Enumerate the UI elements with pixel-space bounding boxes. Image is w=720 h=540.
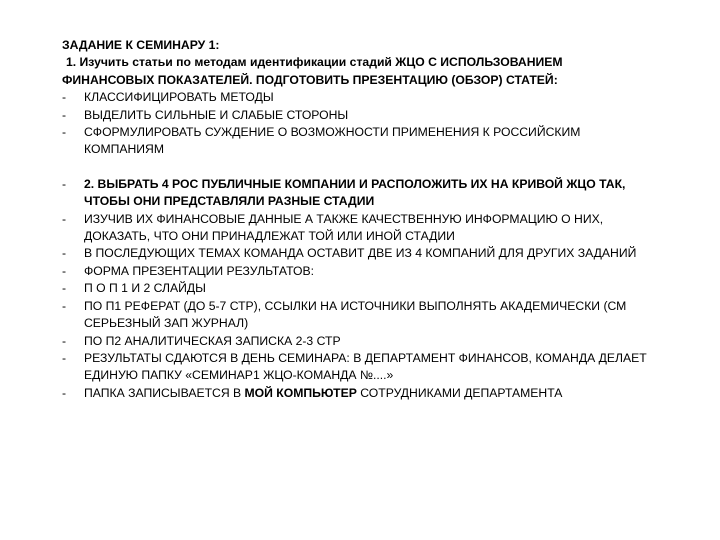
slide-body <box>62 37 662 402</box>
bullet-dash: - <box>62 385 67 400</box>
list-item <box>62 385 662 402</box>
bullet-dash: - <box>62 176 67 191</box>
bullet-dash: - <box>62 350 67 365</box>
list-item <box>62 350 662 385</box>
bullet-dash: - <box>62 107 67 122</box>
list-item-text: ВЫДЕЛИТЬ СИЛЬНЫЕ И СЛАБЫЕ СТОРОНЫ <box>84 107 349 122</box>
spacer <box>62 159 662 176</box>
list-item <box>62 263 662 280</box>
bullet-dash: - <box>62 298 67 313</box>
list-item-text: ПО П2 АНАЛИТИЧЕСКАЯ ЗАПИСКА 2-3 СТР <box>84 333 341 348</box>
list-item-text: П О П 1 И 2 СЛАЙДЫ <box>84 281 206 296</box>
list-item-text: СФОРМУЛИРОВАТЬ СУЖДЕНИЕ О ВОЗМОЖНОСТИ ПРИМЕНЕНИЯ К РОССИЙСКИМ КОМПАНИЯМ <box>84 125 581 157</box>
folder-text-pre: ПАПКА ЗАПИСЫВАЕТСЯ В <box>84 385 245 400</box>
heading: ЗАДАНИЕ К СЕМИНАРУ 1: <box>62 38 220 52</box>
bullet-dash: - <box>62 281 67 296</box>
list-item-text: ФОРМА ПРЕЗЕНТАЦИИ РЕЗУЛЬТАТОВ: <box>84 263 314 278</box>
list-item-text: ИЗУЧИВ ИХ ФИНАНСОВЫЕ ДАННЫЕ А ТАКЖЕ КАЧЕСТВЕННУЮ ИНФОРМАЦИЮ О НИХ, ДОКАЗАТЬ, ЧТО ОНИ ПРИНАДЛЕЖАТ ТОЙ ИЛИ ИНОЙ СТАДИИ <box>84 211 604 244</box>
list-item <box>62 245 662 262</box>
list-item <box>62 333 662 350</box>
list-item-text: КЛАССИФИЦИРОВАТЬ МЕТОДЫ <box>84 90 274 105</box>
bullet-dash: - <box>62 333 67 348</box>
list-item-text: РЕЗУЛЬТАТЫ СДАЮТСЯ В ДЕНЬ СЕМИНАРА: В ДЕПАРТАМЕНТ ФИНАНСОВ, КОМАНДА ДЕЛАЕТ ЕДИНУЮ ПАПКУ «СЕМИНАР1 ЖЦО-КОМАНДА №....» <box>84 350 647 383</box>
bullet-dash: - <box>62 263 67 278</box>
list-item <box>62 124 662 159</box>
list-item <box>62 107 662 124</box>
list-item-text <box>84 385 662 402</box>
task-1-line-2: ФИНАНСОВЫХ ПОКАЗАТЕЛЕЙ. ПОДГОТОВИТЬ ПРЕЗЕНТАЦИЮ (ОБЗОР) СТАТЕЙ: <box>62 72 558 87</box>
list-item <box>62 89 662 106</box>
list-item <box>62 211 662 246</box>
bullet-dash: - <box>62 125 67 140</box>
task-2-text: 2. ВЫБРАТЬ 4 РОС ПУБЛИЧНЫЕ КОМПАНИИ И РАСПОЛОЖИТЬ ИХ НА КРИВОЙ ЖЦО ТАК, ЧТОБЫ ОНИ ПРЕДСТАВЛЯЛИ РАЗНЫЕ СТАДИИ <box>84 176 626 209</box>
list-item <box>62 298 662 333</box>
folder-text-bold: МОЙ КОМПЬЮТЕР <box>244 385 357 400</box>
list-item-text: ПО П1 РЕФЕРАТ (ДО 5-7 СТР), ССЫЛКИ НА ИСТОЧНИКИ ВЫПОЛНЯТЬ АКАДЕМИЧЕСКИ (СМ СЕРЬЕЗНЫЙ ЗАП ЖУРНАЛ) <box>84 298 627 331</box>
bullet-dash: - <box>62 90 67 105</box>
list-item-text: В ПОСЛЕДУЮЩИХ ТЕМАХ КОМАНДА ОСТАВИТ ДВЕ ИЗ 4 КОМПАНИЙ ДЛЯ ДРУГИХ ЗАДАНИЙ <box>84 246 637 261</box>
list-item <box>62 280 662 297</box>
list-item-task-2 <box>62 176 662 211</box>
folder-text-post: СОТРУДНИКАМИ ДЕПАРТАМЕНТА <box>356 385 563 400</box>
bullet-dash: - <box>62 211 67 226</box>
task-1-line-1: 1. Изучить статьи по методам идентификации стадий ЖЦО С ИСПОЛЬЗОВАНИЕМ <box>66 55 563 70</box>
bullet-dash: - <box>62 246 67 261</box>
